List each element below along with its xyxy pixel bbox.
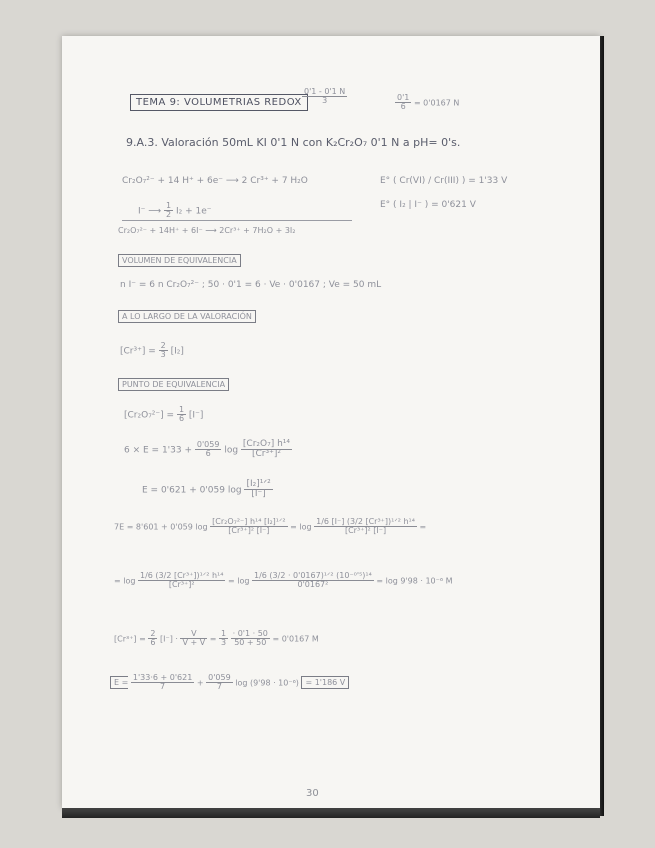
half-reaction-2: I⁻ ⟶ $\frac{1}{2}$ I₂ + 1e⁻ [138, 201, 212, 220]
note-top: $\frac{0'1 - 0'1 N}{3}$ [304, 87, 346, 106]
combined-equation: 7E = 8'601 + 0'059 log $\frac{\text{[Cr₂O₇²⁻] h¹⁴ [I₂]¹ᐟ²}}{\text{[Cr³⁺]² [I⁻]}}$ = log $\frac{\text{1/6 [I⁻] (3/2 [Cr³⁺])¹ᐟ² h¹⁴}}{\text{[Cr³⁺]² [I⁻]}}$ = [114, 517, 427, 536]
along-titration-relation: [Cr³⁺] = $\frac{2}{3}$ [I₂] [120, 341, 184, 360]
page-number: 30 [306, 788, 319, 799]
note-right: $\frac{0'1}{6}$ = 0'0167 N [397, 93, 460, 112]
combined-equation-continued: = log $\frac{\text{1/6 (3/2 [Cr³⁺])¹ᐟ² h¹⁴}}{\text{[Cr³⁺]²}}$ = log $\frac{\text{1/6 (3/2 · 0'0167)¹ᐟ² (10⁻⁰'⁵)¹⁴}}{\text{0'0167²}}$ = log 9'98 · 10⁻⁶ M [114, 571, 453, 590]
final-potential: E = $\frac{1'33\cdot 6 + 0'621}{7}$ + $\frac{0'059}{7}$ log (9'98 · 10⁻⁶) = 1'186 V [110, 674, 349, 692]
problem-statement: 9.A.3. Valoración 50mL KI 0'1 N con K₂Cr₂O₇ 0'1 N a pH= 0's. [126, 136, 461, 149]
equivalence-relation: [Cr₂O₇²⁻] = $\frac{1}{6}$ [I⁻] [124, 405, 204, 424]
nernst-dichromate: 6 × E = 1'33 + $\frac{0'059}{6}$ log $\frac{\text{[Cr₂O₇] h¹⁴}}{\text{[Cr³⁺]²}}$ [124, 439, 291, 460]
half-reaction-2-potential: E° ( I₂ | I⁻ ) = 0'621 V [380, 200, 476, 210]
half-reaction-1-potential: E° ( Cr(VI) / Cr(III) ) = 1'33 V [380, 176, 508, 186]
sum-rule [122, 220, 352, 221]
page-title: TEMA 9: VOLUMETRIAS REDOX [130, 94, 308, 111]
final-result-box: = 1'186 V [301, 676, 349, 689]
section-punto-equivalencia: PUNTO DE EQUIVALENCIA [118, 378, 229, 391]
notebook-page [62, 36, 600, 808]
equivalence-volume-calc: n I⁻ = 6 n Cr₂O₇²⁻ ; 50 · 0'1 = 6 · Ve · 0'0167 ; Ve = 50 mL [120, 280, 382, 290]
page-bottom-shadow [62, 808, 600, 818]
half-reaction-1: Cr₂O₇²⁻ + 14 H⁺ + 6e⁻ ⟶ 2 Cr³⁺ + 7 H₂O [122, 176, 308, 186]
section-volumen-equivalencia: VOLUMEN DE EQUIVALENCIA [118, 254, 241, 267]
chromium-concentration: [Cr³⁺] = $\frac{2}{6}$ [I⁻] · $\frac{V}{V + V}$ = $\frac{1}{3}$ $\frac{\cdot 0'1 \cdot 50}{50 + 50}$ = 0'0167 M [114, 629, 319, 648]
nernst-iodine: E = 0'621 + 0'059 log $\frac{\text{[I₂]¹ᐟ²}}{[I^-]}$ [142, 479, 271, 500]
global-reaction: Cr₂O₇²⁻ + 14H⁺ + 6I⁻ ⟶ 2Cr³⁺ + 7H₂O + 3I₂ [118, 226, 296, 235]
section-a-lo-largo: A LO LARGO DE LA VALORACIÓN [118, 310, 256, 323]
